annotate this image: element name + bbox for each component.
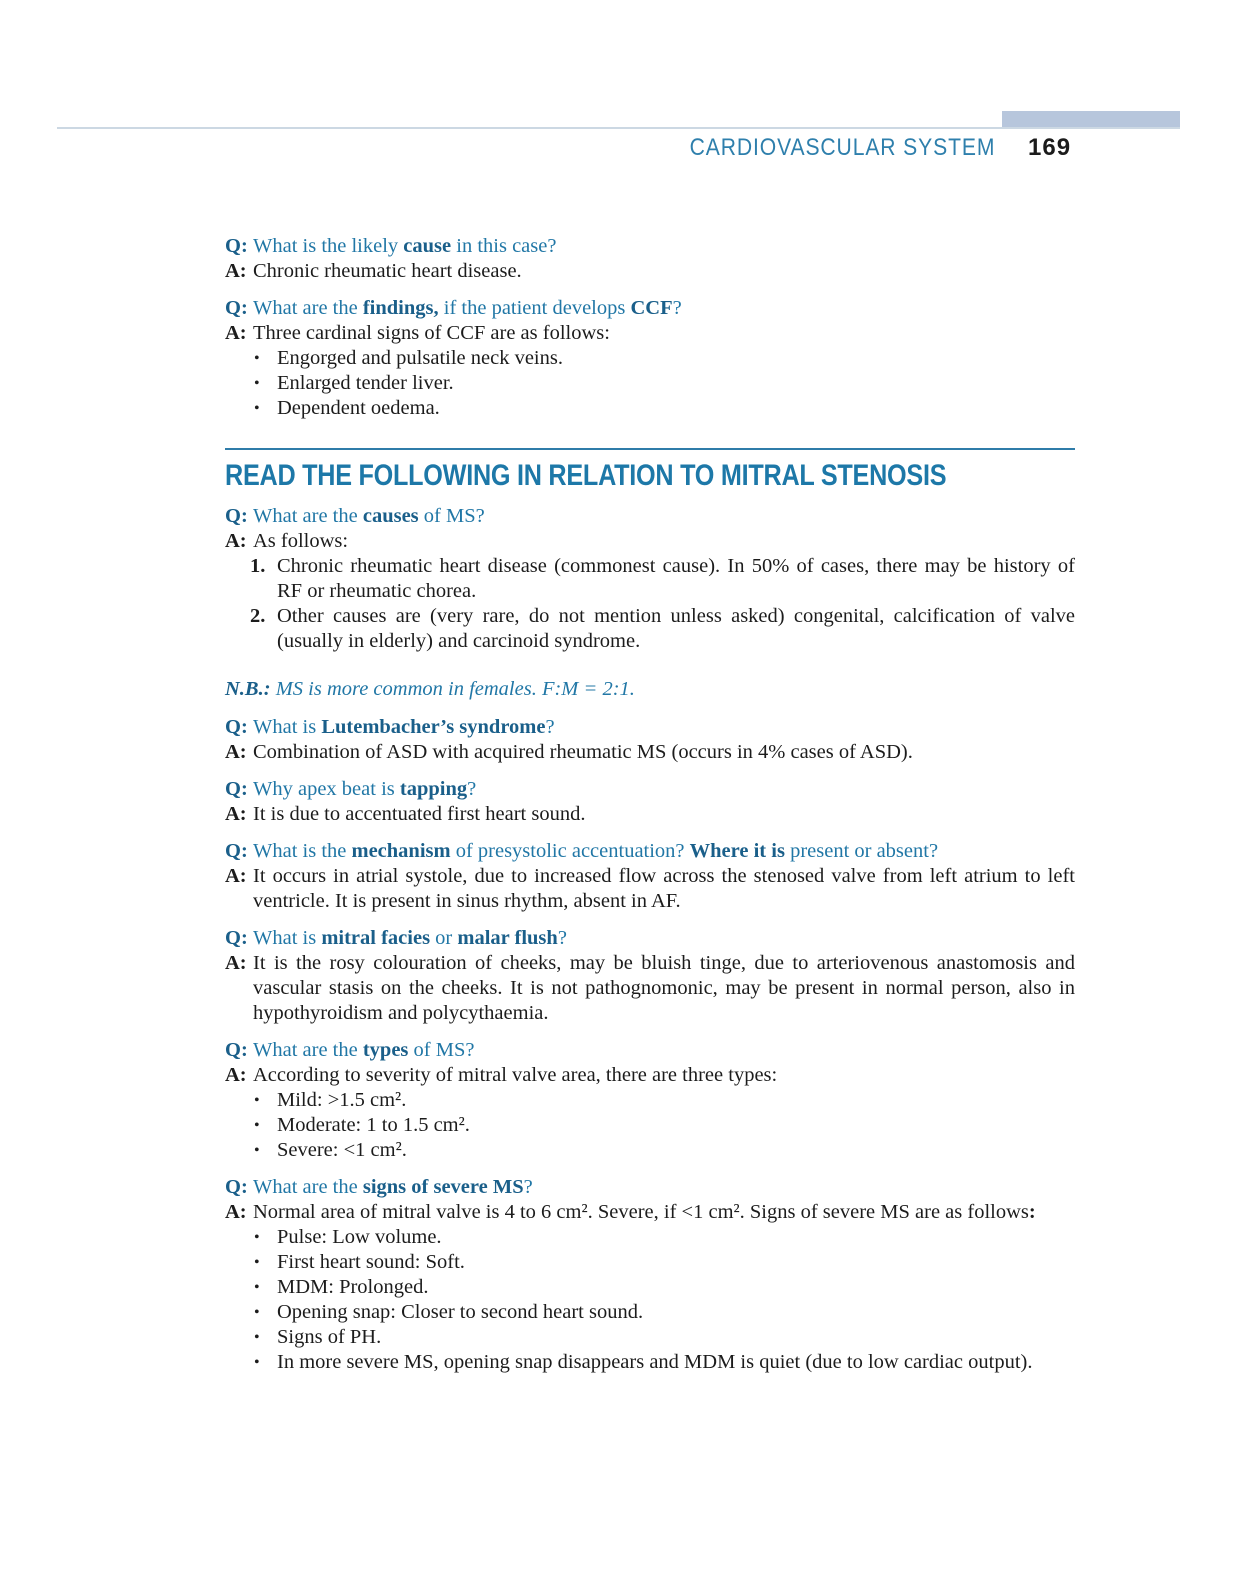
text: According to severity of mitral valve area, there are three types:	[253, 1064, 778, 1086]
bullet-list	[225, 1225, 1075, 1375]
text: What are the	[253, 1039, 363, 1061]
list-item	[277, 1088, 1075, 1113]
header-rule	[57, 127, 1180, 129]
question	[225, 715, 1075, 740]
answer-label: A:	[225, 865, 247, 887]
section-divider	[225, 448, 1075, 450]
answer	[225, 529, 1075, 554]
question	[225, 926, 1075, 951]
question	[225, 296, 1075, 321]
page-number: 169	[1028, 134, 1072, 161]
text: Engorged and pulsatile neck veins.	[277, 347, 563, 369]
list-item	[277, 1113, 1075, 1138]
question-text	[253, 235, 556, 257]
question-text	[253, 505, 485, 527]
answer-text	[253, 260, 522, 282]
text: ?	[557, 927, 567, 949]
qa-block	[225, 839, 1075, 914]
text: What is the	[253, 840, 352, 862]
text: It is the rosy colouration of cheeks, may be bluish tinge, due to arteriovenous anastomosis and vascular stasis on the cheeks. It is not pathognomonic, may be present in normal person, also in hypothyroidism and polycythaemia.	[253, 952, 1075, 1024]
answer-text	[253, 952, 1075, 1024]
qa-block	[225, 1175, 1075, 1375]
emphasized-text: Lutembacher’s syndrome	[321, 716, 546, 738]
emphasized-text: types	[362, 1039, 409, 1061]
text: ?	[467, 778, 477, 800]
answer-text	[253, 322, 610, 344]
text: What is	[253, 927, 322, 949]
question-text	[253, 716, 555, 738]
list-item	[277, 1225, 1075, 1250]
question	[225, 839, 1075, 864]
list-item	[277, 1275, 1075, 1300]
question-text	[253, 840, 938, 862]
question	[225, 504, 1075, 529]
text: It is due to accentuated first heart sound.	[253, 803, 586, 825]
text: Other causes are (very rare, do not mention unless asked) congenital, calcification of valve (usually in elderly) and carcinoid syndrome.	[277, 605, 1075, 652]
question-text	[253, 297, 682, 319]
text: What is	[253, 716, 322, 738]
text: Mild: >1.5 cm².	[277, 1089, 407, 1111]
content	[225, 234, 1075, 1387]
emphasized-text: findings,	[362, 297, 439, 319]
text: First heart sound: Soft.	[277, 1251, 465, 1273]
answer-label: A:	[225, 803, 247, 825]
qa-block	[225, 1038, 1075, 1163]
answer-text	[253, 741, 913, 763]
text: ?	[523, 1176, 533, 1198]
question	[225, 234, 1075, 259]
text: or	[430, 927, 458, 949]
answer	[225, 740, 1075, 765]
text: MDM: Prolonged.	[277, 1276, 429, 1298]
question-label: Q:	[225, 778, 248, 800]
text: of MS?	[408, 1039, 475, 1061]
question-label: Q:	[225, 505, 248, 527]
question-label: Q:	[225, 235, 248, 257]
answer-text	[253, 865, 1075, 912]
answer-label: A:	[225, 260, 247, 282]
qa-block	[225, 504, 1075, 654]
qa-block	[225, 777, 1075, 827]
emphasized-text: malar flush	[457, 927, 558, 949]
qa-block	[225, 234, 1075, 284]
text: Three cardinal signs of CCF are as follows:	[253, 322, 610, 344]
section-heading-block	[225, 448, 1075, 493]
answer	[225, 802, 1075, 827]
text: What are the	[253, 1176, 363, 1198]
text: if the patient develops	[438, 297, 631, 319]
question-text	[253, 927, 567, 949]
list-item	[277, 1300, 1075, 1325]
question-label: Q:	[225, 1039, 248, 1061]
text: Normal area of mitral valve is 4 to 6 cm². Severe, if <1 cm². Signs of severe MS are as follows	[253, 1201, 1029, 1223]
list-item	[277, 371, 1075, 396]
answer	[225, 1200, 1075, 1225]
text: It occurs in atrial systole, due to increased flow across the stenosed valve from left atrium to left ventricle. It is present in sinus rhythm, absent in AF.	[253, 865, 1075, 912]
emphasized-text: tapping	[399, 778, 468, 800]
answer	[225, 259, 1075, 284]
question-text	[253, 1039, 474, 1061]
answer	[225, 951, 1075, 1026]
list-item	[277, 346, 1075, 371]
answer-label: A:	[225, 530, 247, 552]
question	[225, 777, 1075, 802]
note	[225, 677, 1075, 702]
text: of presystolic accentuation?	[450, 840, 690, 862]
text: in this case?	[451, 235, 557, 257]
question	[225, 1038, 1075, 1063]
question-label: Q:	[225, 716, 248, 738]
list-item	[277, 396, 1075, 421]
qa-block	[225, 926, 1075, 1026]
emphasized-text: N.B.:	[225, 678, 271, 700]
question-label: Q:	[225, 297, 248, 319]
text: MS is more common in females. F:M = 2:1.	[270, 678, 635, 700]
question	[225, 1175, 1075, 1200]
emphasized-text: signs of severe MS	[362, 1176, 524, 1198]
answer-label: A:	[225, 952, 247, 974]
list-item	[277, 604, 1075, 654]
question-text	[253, 1176, 533, 1198]
emphasized-text: mechanism	[351, 840, 451, 862]
emphasized-text: cause	[403, 235, 452, 257]
numbered-list	[225, 554, 1075, 654]
question-text	[253, 778, 476, 800]
text: of MS?	[418, 505, 485, 527]
text: Combination of ASD with acquired rheumatic MS (occurs in 4% cases of ASD).	[253, 741, 913, 763]
text: ?	[672, 297, 682, 319]
answer-label: A:	[225, 1201, 247, 1223]
text: What is the likely	[253, 235, 404, 257]
text: As follows:	[253, 530, 349, 552]
chapter-title	[648, 134, 995, 162]
qa-block	[225, 296, 1075, 421]
emphasized-text: Where it is	[689, 840, 785, 862]
text: Pulse: Low volume.	[277, 1226, 442, 1248]
answer-text	[253, 1064, 777, 1086]
answer-text	[253, 530, 348, 552]
answer-label: A:	[225, 322, 247, 344]
chapter-title-text: CARDIOVASCULAR SYSTEM	[689, 134, 995, 161]
text: Why apex beat is	[253, 778, 400, 800]
text: What are the	[253, 505, 363, 527]
text: Signs of PH.	[277, 1326, 382, 1348]
answer-label: A:	[225, 741, 247, 763]
answer-label: A:	[225, 1064, 247, 1086]
list-item	[277, 1138, 1075, 1163]
text: In more severe MS, opening snap disappears and MDM is quiet (due to low cardiac output).	[277, 1351, 1033, 1373]
answer	[225, 1063, 1075, 1088]
answer-text	[253, 803, 585, 825]
emphasized-text: :	[1028, 1201, 1036, 1223]
text: Chronic rheumatic heart disease.	[253, 260, 522, 282]
question-label: Q:	[225, 840, 248, 862]
answer	[225, 864, 1075, 914]
list-item	[277, 1250, 1075, 1275]
text: present or absent?	[784, 840, 939, 862]
bullet-list	[225, 346, 1075, 421]
text: Enlarged tender liver.	[277, 372, 454, 394]
qa-block	[225, 715, 1075, 765]
text: Opening snap: Closer to second heart sound.	[277, 1301, 644, 1323]
header-accent-band	[1002, 111, 1180, 128]
question-label: Q:	[225, 927, 248, 949]
bullet-list	[225, 1088, 1075, 1163]
emphasized-text: CCF	[630, 297, 673, 319]
list-item	[277, 1350, 1075, 1375]
section-title	[225, 459, 1075, 493]
text: Moderate: 1 to 1.5 cm².	[277, 1114, 470, 1136]
text: Severe: <1 cm².	[277, 1139, 407, 1161]
text: Chronic rheumatic heart disease (commonest cause). In 50% of cases, there may be history of RF or rheumatic chorea.	[277, 555, 1075, 602]
text: What are the	[253, 297, 363, 319]
list-item	[277, 554, 1075, 604]
answer-text	[253, 1201, 1036, 1223]
question-label: Q:	[225, 1176, 248, 1198]
text: Dependent oedema.	[277, 397, 440, 419]
answer	[225, 321, 1075, 346]
emphasized-text: mitral facies	[321, 927, 431, 949]
list-item	[277, 1325, 1075, 1350]
text: ?	[545, 716, 555, 738]
section-title-text: READ THE FOLLOWING IN RELATION TO MITRAL STENOSIS	[225, 459, 947, 492]
emphasized-text: causes	[362, 505, 419, 527]
